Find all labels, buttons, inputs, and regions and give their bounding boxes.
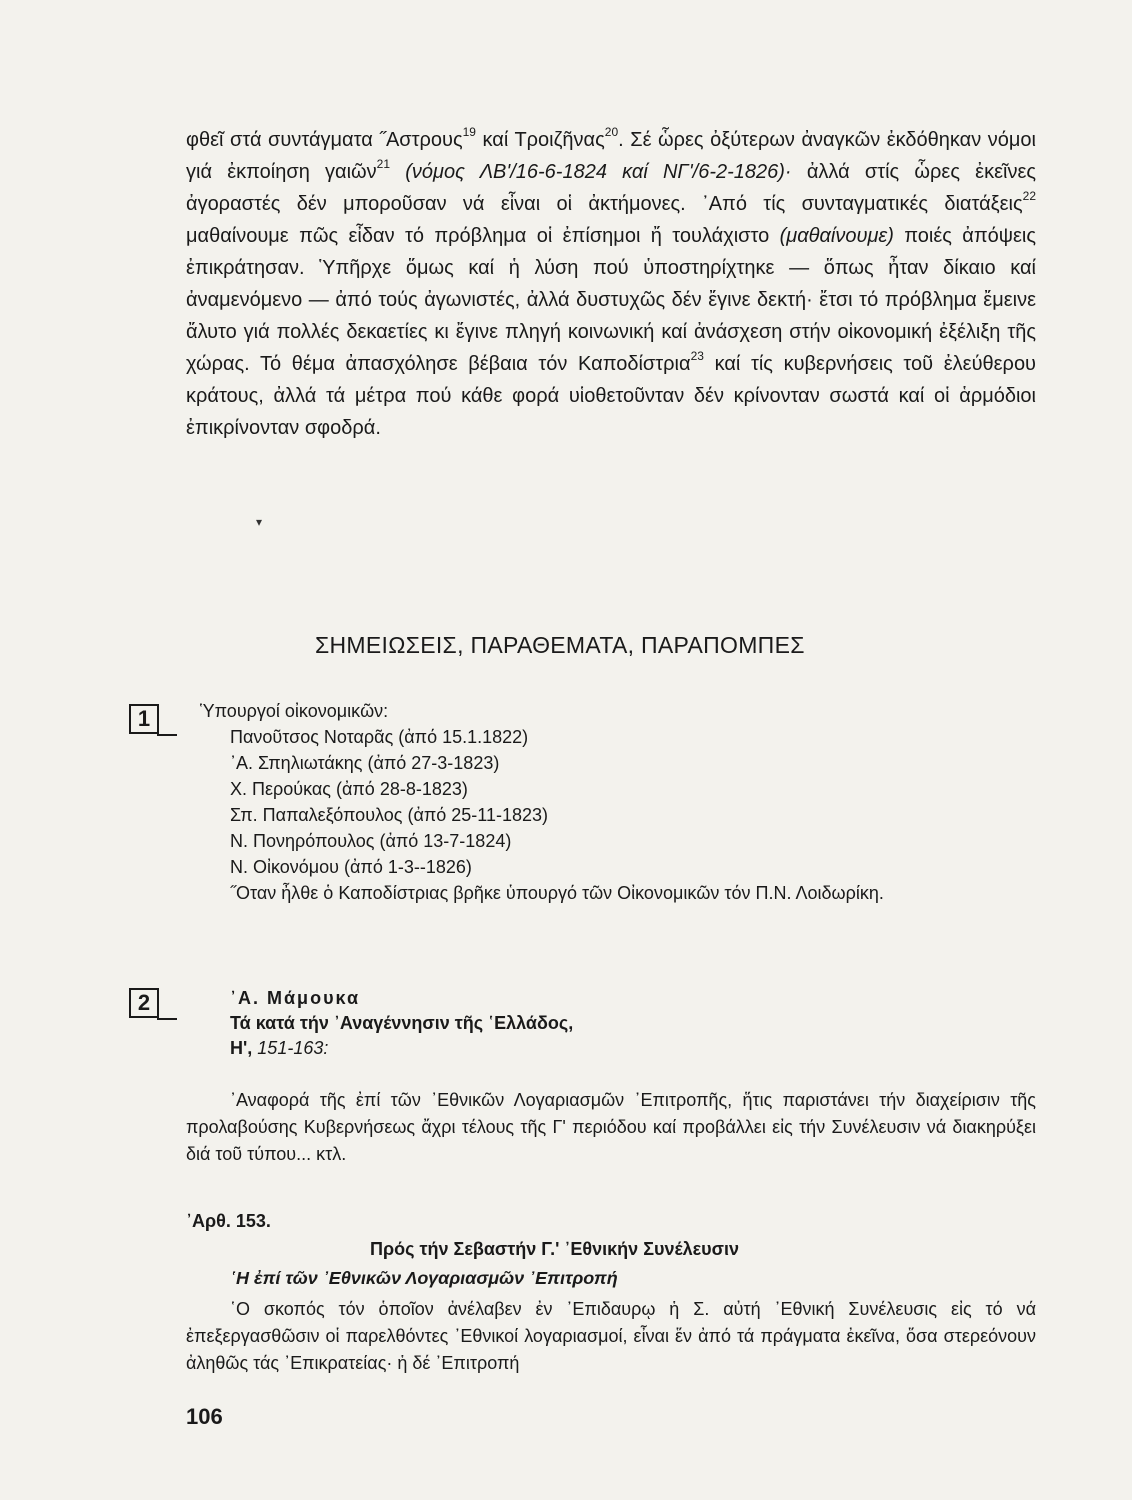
article-text: ῾Ο σκοπός τόν ὁποῖον ἀνέλαβεν ἐν ᾿Επιδαυρῳ ἡ Σ. αὐτή ᾿Εθνική Συνέλευσις εἰς τό νά ἐπεξεργασθῶσιν οἱ παρελθόντες ᾿Εθνικοί λογαριασμοί, εἶναι ἕν ἀπό τά πράγματα ἐκεῖνα, ὅσα στερεόνουν ἀληθῶς τάς ᾿Επικρατείας· ἡ δέ ᾿Επιτροπή bbox=[186, 1299, 1036, 1373]
footnote-ref: 23 bbox=[690, 349, 704, 364]
reference-text: ᾿Αναφορά τῆς ἐπί τῶν ᾿Εθνικῶν Λογαριασμῶν ᾿Επιτροπῆς, ἥτις παριστάνει τήν διαχείρισιν τῆς προλαβούσης Κυβερνήσεως ἄχρι τέλους τῆς Γ' περιόδου καί προβάλλει εἰς τήν Συνέλευσιν νά διακηρύξει διά τοῦ τύπου... κτλ. bbox=[186, 1090, 1036, 1164]
list-item: Ν. Οἰκονόμου (ἀπό 1-3--1826) bbox=[230, 857, 472, 877]
closing-text: ˝Οταν ἦλθε ὁ Καποδίστριας βρῆκε ὑπουργό τῶν Οἰκονομικῶν τόν Π.Ν. Λοιδωρίκη. bbox=[230, 883, 884, 903]
note-2 bbox=[230, 986, 930, 1061]
article-title: Πρός τήν Σεβαστήν Γ.' ᾿Εθνικήν Συνέλευσιν bbox=[370, 1239, 739, 1259]
note-label: Ὑπουργοί οἰκονομικῶν: bbox=[200, 701, 389, 721]
text-run: ποιές ἀπόψεις ἐπικράτησαν. Ὑπῆρχε ὅμως καί ἡ λύση πού ὑποστηρίχτηκε — ὅπως ἦταν δίκαιο καί ἀναμενόμενο — ἀπό τούς ἀγωνιστές, ἀλλά δυστυχῶς δέν ἔγινε δεκτή· ἔτσι τό πρόβλημα ἔμεινε ἄλυτο γιά πολλές δεκαετίες κι ἔγινε πληγή κοινωνική καί ἀνάσχεση στήν οἰκονομική ἐξέλιξη τῆς χώρας. Τό θέμα ἀπασχόλησε βέβαια τόν Καποδίστρια bbox=[186, 225, 1037, 375]
text-run: καί τίς κυβερνήσεις τοῦ ἐλεύθερου κράτους, ἀλλά τά μέτρα πού κάθε φορά υἱοθετοῦνταν δέν κρίνονταν σωστά καί οἱ ἁρμόδιοι ἐπικρίνονταν σφοδρά. bbox=[186, 353, 1036, 439]
citation-author: ᾿Α. Μάμουκα bbox=[230, 988, 361, 1008]
list-item: Χ. Περούκας (ἀπό 28-8-1823) bbox=[230, 779, 468, 799]
citation-title: Τά κατά τήν ᾿Αναγέννησιν τῆς ῾Ελλάδος, bbox=[230, 1013, 574, 1033]
paragraph-text bbox=[186, 124, 1036, 444]
list-item: ᾿Α. Σπηλιωτάκης (ἀπό 27-3-1823) bbox=[230, 753, 500, 773]
footnote-ref: 22 bbox=[1022, 189, 1036, 204]
text-run bbox=[390, 161, 405, 183]
article-number: ᾿Αρθ. 153. bbox=[186, 1211, 271, 1231]
article-subtitle: ῾Η ἐπί τῶν ᾿Εθνικῶν Λογαριασμῶν ᾿Επιτροπή bbox=[230, 1268, 618, 1288]
note-number-box: 1 bbox=[129, 704, 159, 734]
note-1 bbox=[186, 698, 906, 906]
note-number-box: 2 bbox=[129, 988, 159, 1018]
stray-mark: ▾ bbox=[256, 515, 263, 529]
text-run: μαθαίνουμε πῶς εἶδαν τό πρόβλημα οἱ ἐπίσημοι ἤ τουλάχιστο bbox=[186, 225, 780, 247]
note-closing bbox=[186, 880, 892, 906]
volume: Η', bbox=[230, 1038, 253, 1058]
italic-run: (νόμος ΛΒ'/16-6-1824 καί ΝΓ'/6-2-1826)· bbox=[405, 161, 792, 183]
reference-paragraph bbox=[186, 1087, 1036, 1168]
page-number: 106 bbox=[186, 1404, 223, 1429]
pages: 151-163: bbox=[257, 1038, 329, 1058]
text-run: ἀλλά στίς ὧρες ἐκεῖνες ἀγοραστές δέν μποροῦσαν νά εἶναι οἱ ἀκτήμονες. ᾿Από τίς συνταγματικές διατάξεις bbox=[186, 161, 1037, 215]
text-run: φθεῖ στά συντάγματα ˝Αστρους bbox=[186, 129, 463, 151]
footnote-ref: 19 bbox=[462, 125, 476, 140]
article-body bbox=[186, 1296, 1036, 1377]
footnote-ref: 21 bbox=[376, 157, 391, 172]
list-item: Σπ. Παπαλεξόπουλος (ἀπό 25-11-1823) bbox=[230, 805, 549, 825]
main-paragraph bbox=[186, 124, 1036, 444]
citation-volume bbox=[230, 1036, 930, 1061]
list-item: Πανοῦτσος Νοταρᾶς (ἀπό 15.1.1822) bbox=[230, 727, 529, 747]
footnote-ref: 20 bbox=[604, 125, 619, 140]
section-heading: ΣΗΜΕΙΩΣΕΙΣ, ΠΑΡΑΘΕΜΑΤΑ, ΠΑΡΑΠΟΜΠΕΣ bbox=[315, 632, 805, 658]
text-run: . Σέ ὧρες ὀξύτερων ἀναγκῶν ἐκδόθηκαν νόμοι γιά ἐκποίηση γαιῶν bbox=[186, 129, 1036, 183]
list-item: Ν. Πονηρόπουλος (ἀπό 13-7-1824) bbox=[230, 831, 512, 851]
italic-run: (μαθαίνουμε) bbox=[779, 225, 894, 247]
text-run: καί Τροιζῆνας bbox=[475, 129, 605, 151]
